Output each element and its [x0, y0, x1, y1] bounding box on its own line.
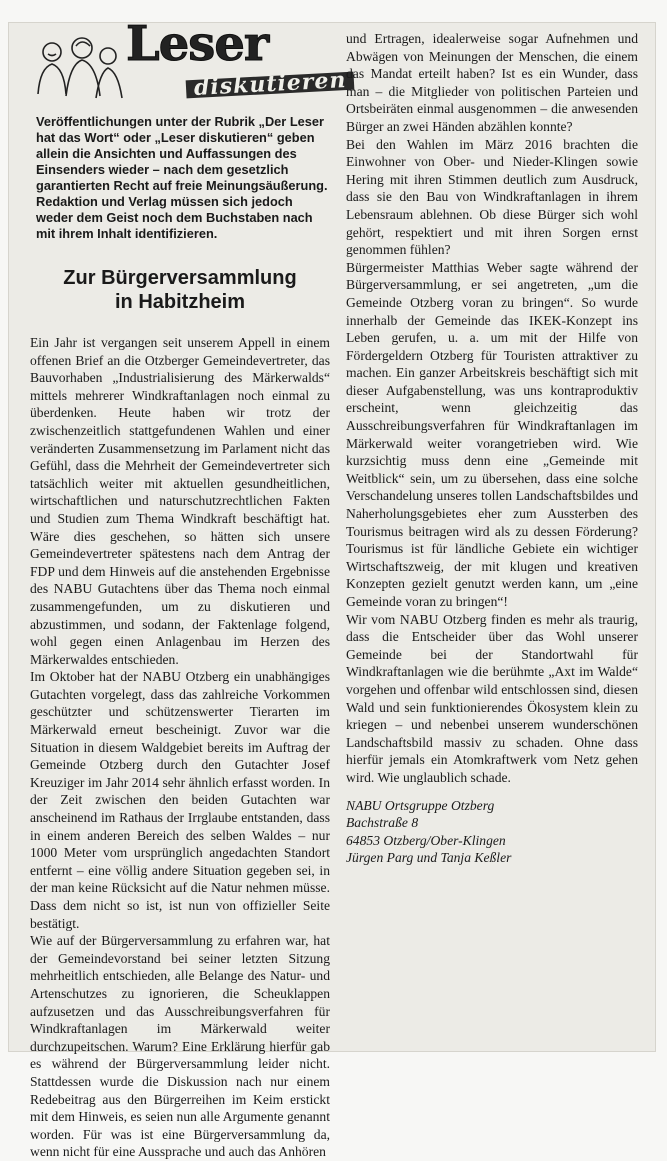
signature-block [346, 797, 638, 867]
signature-names: Jürgen Parg und Tanja Keßler [346, 850, 512, 866]
rubric-title: Leser [126, 16, 269, 72]
body-paragraph: und Ertragen, idealerweise sogar Aufnehmen und Abwägen von Meinungen der Menschen, die einem das Mandat erteilt haben? Ist es ein Wunder, dass man – die Mitglieder von politischen Parteien und Ortsbeiräten einmal ausgenommen – die anwesenden Bürger an zwei Händen abzählen konnte? [346, 31, 638, 134]
rubric-logo [30, 16, 348, 108]
left-column [30, 16, 348, 1161]
article-headline [30, 266, 330, 314]
body-paragraph: Bei den Wahlen im März 2016 brachten die Einwohner von Ober- und Nieder-Klingen sowie Hering mit ihren Stimmen deutlich zum Ausdruck, dass sie den Bau von Windkraftanlagen in ihrem Lebensraum ablehnen. Ob diese Bürger sich wohl gehört, respektiert und mit ihren Sorgen ernst genommen fühlen? [346, 136, 638, 258]
signature-city: 64853 Otzberg/Ober-Klingen [346, 832, 506, 848]
headline-line-2: in Habitzheim [114, 291, 245, 313]
readers-illustration-icon [30, 34, 126, 104]
signature-org: NABU Ortsgruppe Otzberg [346, 797, 495, 813]
body-paragraph: Wir vom NABU Otzberg finden es mehr als traurig, dass die Entscheider über das Wohl unserer Gemeinde bei der Standortwahl für Windkraftanlagen wie die berühmte „Axt im Walde“ vorgehen und offenbar wild entschlossen sind, diesen Wald und sein funktionierendes Ökosystem klein zu kriegen – und nebenbei unserem wunderschönen Landschaftsbild massiv zu schaden. Ohne dass hierfür jemals ein Atomkraftwerk vom Netz gehen wird. Wie unglaublich schade. [346, 611, 638, 785]
body-paragraph: Im Oktober hat der NABU Otzberg ein unabhängiges Gutachten vorgelegt, dass das zahlreiche Vorkommen geschützter und schützenswerter Tierarten im Märkerwald erneut bescheinigt. Zuvor war die Situation in diesem Waldgebiet bereits im Auftrag der Gemeinde Otzberg durch den Gutachter Josef Kreuziger im Jahr 2014 sehr ähnlich erfasst worden. In der Zeit zwischen den beiden Gutachten war anscheinend im Rathaus der Irrglaube entstanden, dass in einem anderen Bereich des selben Waldes – nur 1000 Meter vom ursprünglich angedachten Standort entfernt – eine völlig andere Situation gegeben sei, in der man keine Rücksicht auf die Natur nehmen müsse. Dass dem nicht so ist, ist nun von offizieller Seite bestätigt. [30, 669, 330, 931]
body-paragraph: Ein Jahr ist vergangen seit unserem Appell in einem offenen Brief an die Otzberger Gemeindevertreter, das Bauvorhaben „Industrialisierung des Märkerwalds“ mittels mehrerer Windkraftanlagen noch einmal zu überdenken. Heute haben wir trotz der zwischenzeitlich stattgefundenen Wahlen und einer veränderten Zusammensetzung im Parlament nicht das Gefühl, dass die Mehrheit der Gemeindevertreter sich tatsächlich weiter mit aktuellen gesundheitlichen, wirtschaftlichen und naturschutzrechtlichen Fakten und Studien zum Thema Windkraft beschäftigt hat. Wäre dies geschehen, so hätten sich unsere Gemeindevertreter spätestens nach dem Antrag der FDP und dem Hinweis auf die anstehenden Ergebnisse des NABU Gutachtens über das Thema noch einmal zusammengefunden, um zu diskutieren und abzustimmen, und sodann, der Faktenlage folgend, wohl gegen einen Anlagenbau im Herzen des Märkerwaldes entschieden. [30, 335, 330, 667]
headline-line-1: Zur Bürgerversammlung [63, 267, 297, 289]
right-column [346, 30, 638, 867]
signature-street: Bachstraße 8 [346, 815, 419, 831]
rubric-subtitle: diskutieren [186, 72, 355, 98]
body-paragraph: Bürgermeister Matthias Weber sagte während der Bürgerversammlung, er sei angetreten, „um die Gemeinde Otzberg voran zu bringen“. So wurde innerhalb der Gemeinde das IKEK-Konzept ins Leben gerufen, u. a. um mit der Hilfe von Fördergeldern Otzberg für Touristen attraktiver zu machen. Ein ganzer Arbeitskreis beschäftigt sich mit dieser Aufgabenstellung, was uns kontraproduktiv erscheint, wenn gleichzeitig das Ausschreibungsverfahren für Windkraftanlagen im Märkerwald weiter vorangetrieben wird. Wie kurzsichtig muss denn eine „Gemeinde mit Weitblick“ sein, um zu übersehen, dass eine solche Verschandelung unseres tollen Landschaftsbildes und Naherholungsgebietes eher zum Aussterben des Tourismus beitragen wird als zu dessen Förderung? Tourismus ist für ländliche Gebiete ein wichtiger Wirtschaftszweig, der mit klugen und kreativen Konzepten gezielt genutzt werden kann, um „eine Gemeinde voran zu bringen“! [346, 259, 638, 609]
disclaimer-text: Veröffentlichungen unter der Rubrik „Der Leser hat das Wort“ oder „Leser diskutieren“ geben allein die Ansichten und Auffassungen des Einsenders wieder – nach dem gesetzlich garantierten Recht auf freie Meinungsäußerung. Redaktion und Verlag müssen sich jedoch weder dem Geist noch dem Buchstaben nach mit ihrem Inhalt identifizieren. [36, 114, 328, 241]
body-paragraph: Wie auf der Bürgerversammlung zu erfahren war, hat der Gemeindevorstand bei seiner letzten Sitzung mehrheitlich entschieden, alle Belange des Natur- und Artenschutzes zu ignorieren, die Scheuklappen aufzusetzen und das Ausschreibungsverfahren für Windkraftanlagen im Märkerwald weiter durchzupeitschen. Warum? Eine Erklärung hierfür gab es während der Bürgerversammlung leider nicht. Stattdessen wurde die Diskussion nach nur einem Redebeitrag aus den Bürgerreihen im Keim erstickt mit dem Hinweis, es seien nun alle Argumente genannt worden. Für was ist eine Bürgerversammlung da, wenn nicht für eine Aussprache und auch das Anhören [30, 933, 330, 1160]
